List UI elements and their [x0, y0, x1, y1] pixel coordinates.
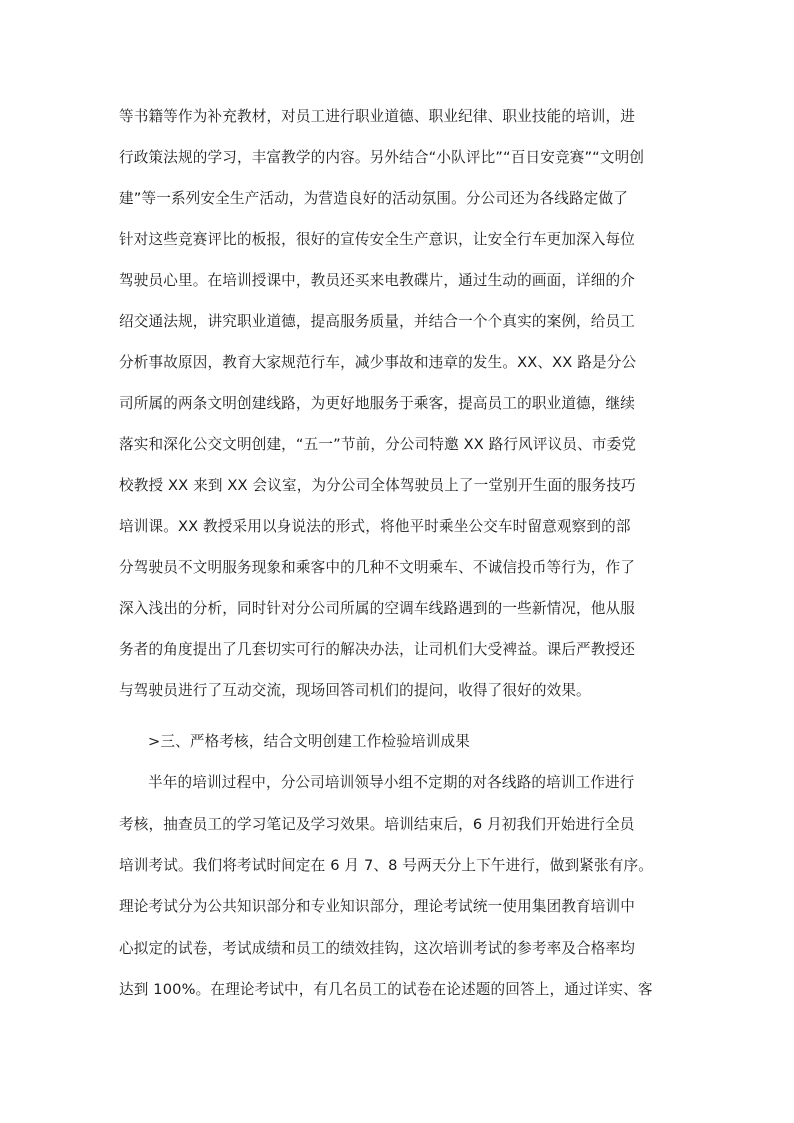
paragraph-line: 达到 100%。在理论考试中，有几名员工的试卷在论述题的回答上，通过详实、客: [119, 981, 653, 998]
paragraph-line: 心拟定的试卷，考试成绩和员工的绩效挂钩，这次培训考试的参考率及合格率均: [119, 940, 636, 957]
paragraph-line: 务者的角度提出了几套切实可行的解决办法，让司机们大受裨益。课后严教授还: [119, 641, 636, 658]
paragraph-line: 半年的培训过程中，分公司培训领导小组不定期的对各线路的培训工作进行: [148, 774, 635, 791]
paragraph-line: 分析事故原因，教育大家规范行车，减少事故和违章的发生。XX、XX 路是分公: [119, 354, 637, 371]
section-heading: >三、严格考核，结合文明创建工作检验培训成果: [148, 733, 470, 750]
paragraph-line: 落实和深化公交文明创建，“五一”节前，分公司特邀 XX 路行风评议员、市委党: [119, 436, 637, 453]
paragraph-line: 培训考试。我们将考试时间定在 6 月 7、8 号两天分上下午进行，做到紧张有序。: [119, 857, 654, 874]
paragraph-line: 绍交通法规，讲究职业道德，提高服务质量，并结合一个个真实的案例，给员工: [119, 313, 636, 330]
paragraph-line: 与驾驶员进行了互动交流，现场回答司机们的提问，收得了很好的效果。: [119, 682, 591, 699]
paragraph-line: 针对这些竞赛评比的板报，很好的宣传安全生产意识，让安全行车更加深入每位: [119, 231, 636, 248]
paragraph-line: 培训课。XX 教授采用以身说法的形式，将他平时乘坐公交车时留意观察到的部: [119, 518, 631, 535]
paragraph-line: 司所属的两条文明创建线路，为更好地服务于乘客，提高员工的职业道德，继续: [119, 395, 636, 412]
paragraph-line: 等书籍等作为补充教材，对员工进行职业道德、职业纪律、职业技能的培训，进: [119, 108, 636, 125]
paragraph-line: 校教授 XX 来到 XX 会议室，为分公司全体驾驶员上了一堂别开生面的服务技巧: [119, 477, 636, 494]
paragraph-line: 分驾驶员不文明服务现象和乘客中的几种不文明乘车、不诚信投币等行为，作了: [119, 559, 636, 576]
paragraph-line: 行政策法规的学习，丰富教学的内容。另外结合“小队评比”“百日安竞赛”“文明创: [119, 149, 645, 166]
paragraph-line: 深入浅出的分析，同时针对分公司所属的空调车线路遇到的一些新情况，他从服: [119, 600, 636, 617]
paragraph-line: 驾驶员心里。在培训授课中，教员还买来电教碟片，通过生动的画面，详细的介: [119, 272, 636, 289]
paragraph-line: 理论考试分为公共知识部分和专业知识部分，理论考试统一使用集团教育培训中: [119, 898, 636, 915]
paragraph-line: 考核，抽查员工的学习笔记及学习效果。培训结束后，6 月初我们开始进行全员: [119, 816, 635, 833]
paragraph-line: 建”等一系列安全生产活动，为营造良好的活动氛围。分公司还为各线路定做了: [119, 190, 629, 207]
